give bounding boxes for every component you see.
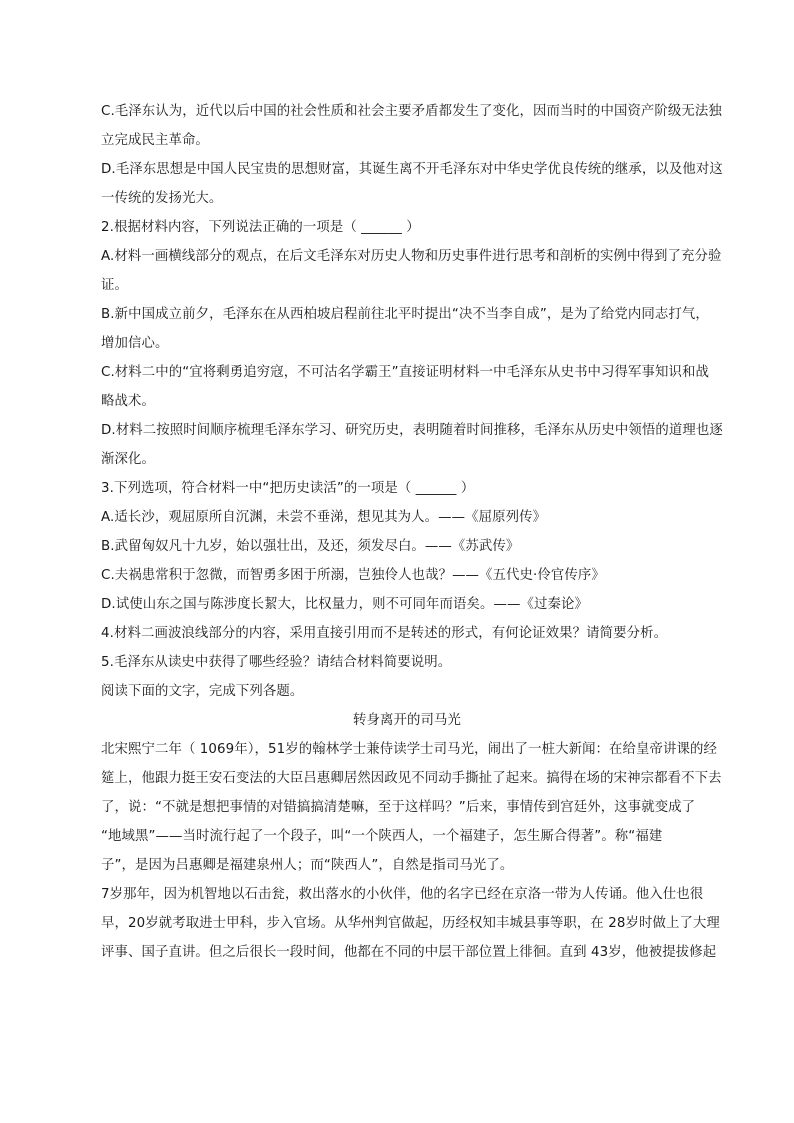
article-line: 子”，是因为吕惠卿是福建泉州人；而“陕西人”，自然是指司马光了。 — [101, 858, 514, 873]
text-line: B.武留匈奴凡十九岁，始以强壮出，及还，须发尽白。——《苏武传》 — [101, 539, 520, 554]
reading-instruction: 阅读下面的文字，完成下列各题。 — [101, 684, 304, 699]
text-line: A.材料一画横线部分的观点，在后文毛泽东对历史人物和历史事件进行思考和剖析的实例中得到了充分验 — [101, 249, 722, 264]
text-line: D.试使山东之国与陈涉度长絜大，比权量力，则不可同年而语矣。——《过秦论》 — [101, 597, 588, 612]
text-line: 渐深化。 — [101, 452, 155, 467]
article-line: “地域黑”——当时流行起了一个段子，叫“一个陕西人，一个福建子，怎生厮合得著”。称“福建 — [101, 829, 663, 844]
question-2: 2.根据材料内容，下列说法正确的一项是（ ______ ） — [101, 220, 420, 235]
article-line: 北宋熙宁二年（ 1069年），51岁的翰林学士兼侍读学士司马光，闹出了一桩大新闻：在给皇帝讲课的经 — [101, 742, 717, 757]
document-page — [101, 97, 723, 967]
question-5: 5.毛泽东从读史中获得了哪些经验？请结合材料简要说明。 — [101, 655, 452, 670]
text-line: C.夫祸患常积于忽微，而智勇多困于所溺，岂独伶人也哉？——《五代史·伶官传序》 — [101, 568, 605, 583]
text-line: 立完成民主革命。 — [101, 133, 209, 148]
text-line: A.适长沙，观屈原所自沉渊，未尝不垂涕，想见其为人。——《屈原列传》 — [101, 510, 547, 525]
article-body — [101, 735, 722, 967]
text-line: D.材料二按照时间顺序梳理毛泽东学习、研究历史，表明随着时间推移，毛泽东从历史中领悟的道理也逐 — [101, 423, 723, 438]
text-line: 略战术。 — [101, 394, 155, 409]
text-line: 一传统的发扬光大。 — [101, 191, 223, 206]
article-line: 7岁那年，因为机智地以石击瓮，救出落水的小伙伴，他的名字已经在京洛一带为人传诵。他入仕也很 — [101, 887, 704, 902]
question-3: 3.下列选项，符合材料一中“把历史读活”的一项是（ ______ ） — [101, 481, 475, 496]
text-line: D.毛泽东思想是中国人民宝贵的思想财富，其诞生离不开毛泽东对中华史学优良传统的继承，以及他对这 — [101, 162, 723, 177]
article-line: 筵上，他跟力挺王安石变法的大臣吕惠卿居然因政见不同动手撕扯了起来。搞得在场的宋神宗都看不下去 — [101, 771, 722, 786]
article-line: 早，20岁就考取进士甲科，步入官场。从华州判官做起，历经权知丰城县事等职，在 28岁时做上了大理 — [101, 916, 720, 931]
article-line: 了，说：“不就是想把事情的对错搞搞清楚嘛，至于这样吗？”后来，事情传到宫廷外，这事就变成了 — [101, 800, 696, 815]
text-line: 增加信心。 — [101, 336, 169, 351]
questions-section — [101, 97, 723, 706]
article-line: 评事、国子直讲。但之后很长一段时间，他都在不同的中层干部位置上徘徊。直到 43岁，他被提拔修起 — [101, 945, 717, 960]
text-line: 证。 — [101, 278, 128, 293]
text-line: B.新中国成立前夕，毛泽东在从西柏坡启程前往北平时提出“决不当李自成”，是为了给党内同志打气， — [101, 307, 709, 322]
question-4: 4.材料二画波浪线部分的内容，采用直接引用而不是转述的形式，有何论证效果？请简要分析。 — [101, 626, 668, 641]
text-line: C.材料二中的“宜将剩勇追穷寇，不可沽名学霸王”直接证明材料一中毛泽东从史书中习得军事知识和战 — [101, 365, 709, 380]
text-line: C.毛泽东认为，近代以后中国的社会性质和社会主要矛盾都发生了变化，因而当时的中国资产阶级无法独 — [101, 104, 722, 119]
article-title: 转身离开的司马光 — [353, 713, 461, 728]
